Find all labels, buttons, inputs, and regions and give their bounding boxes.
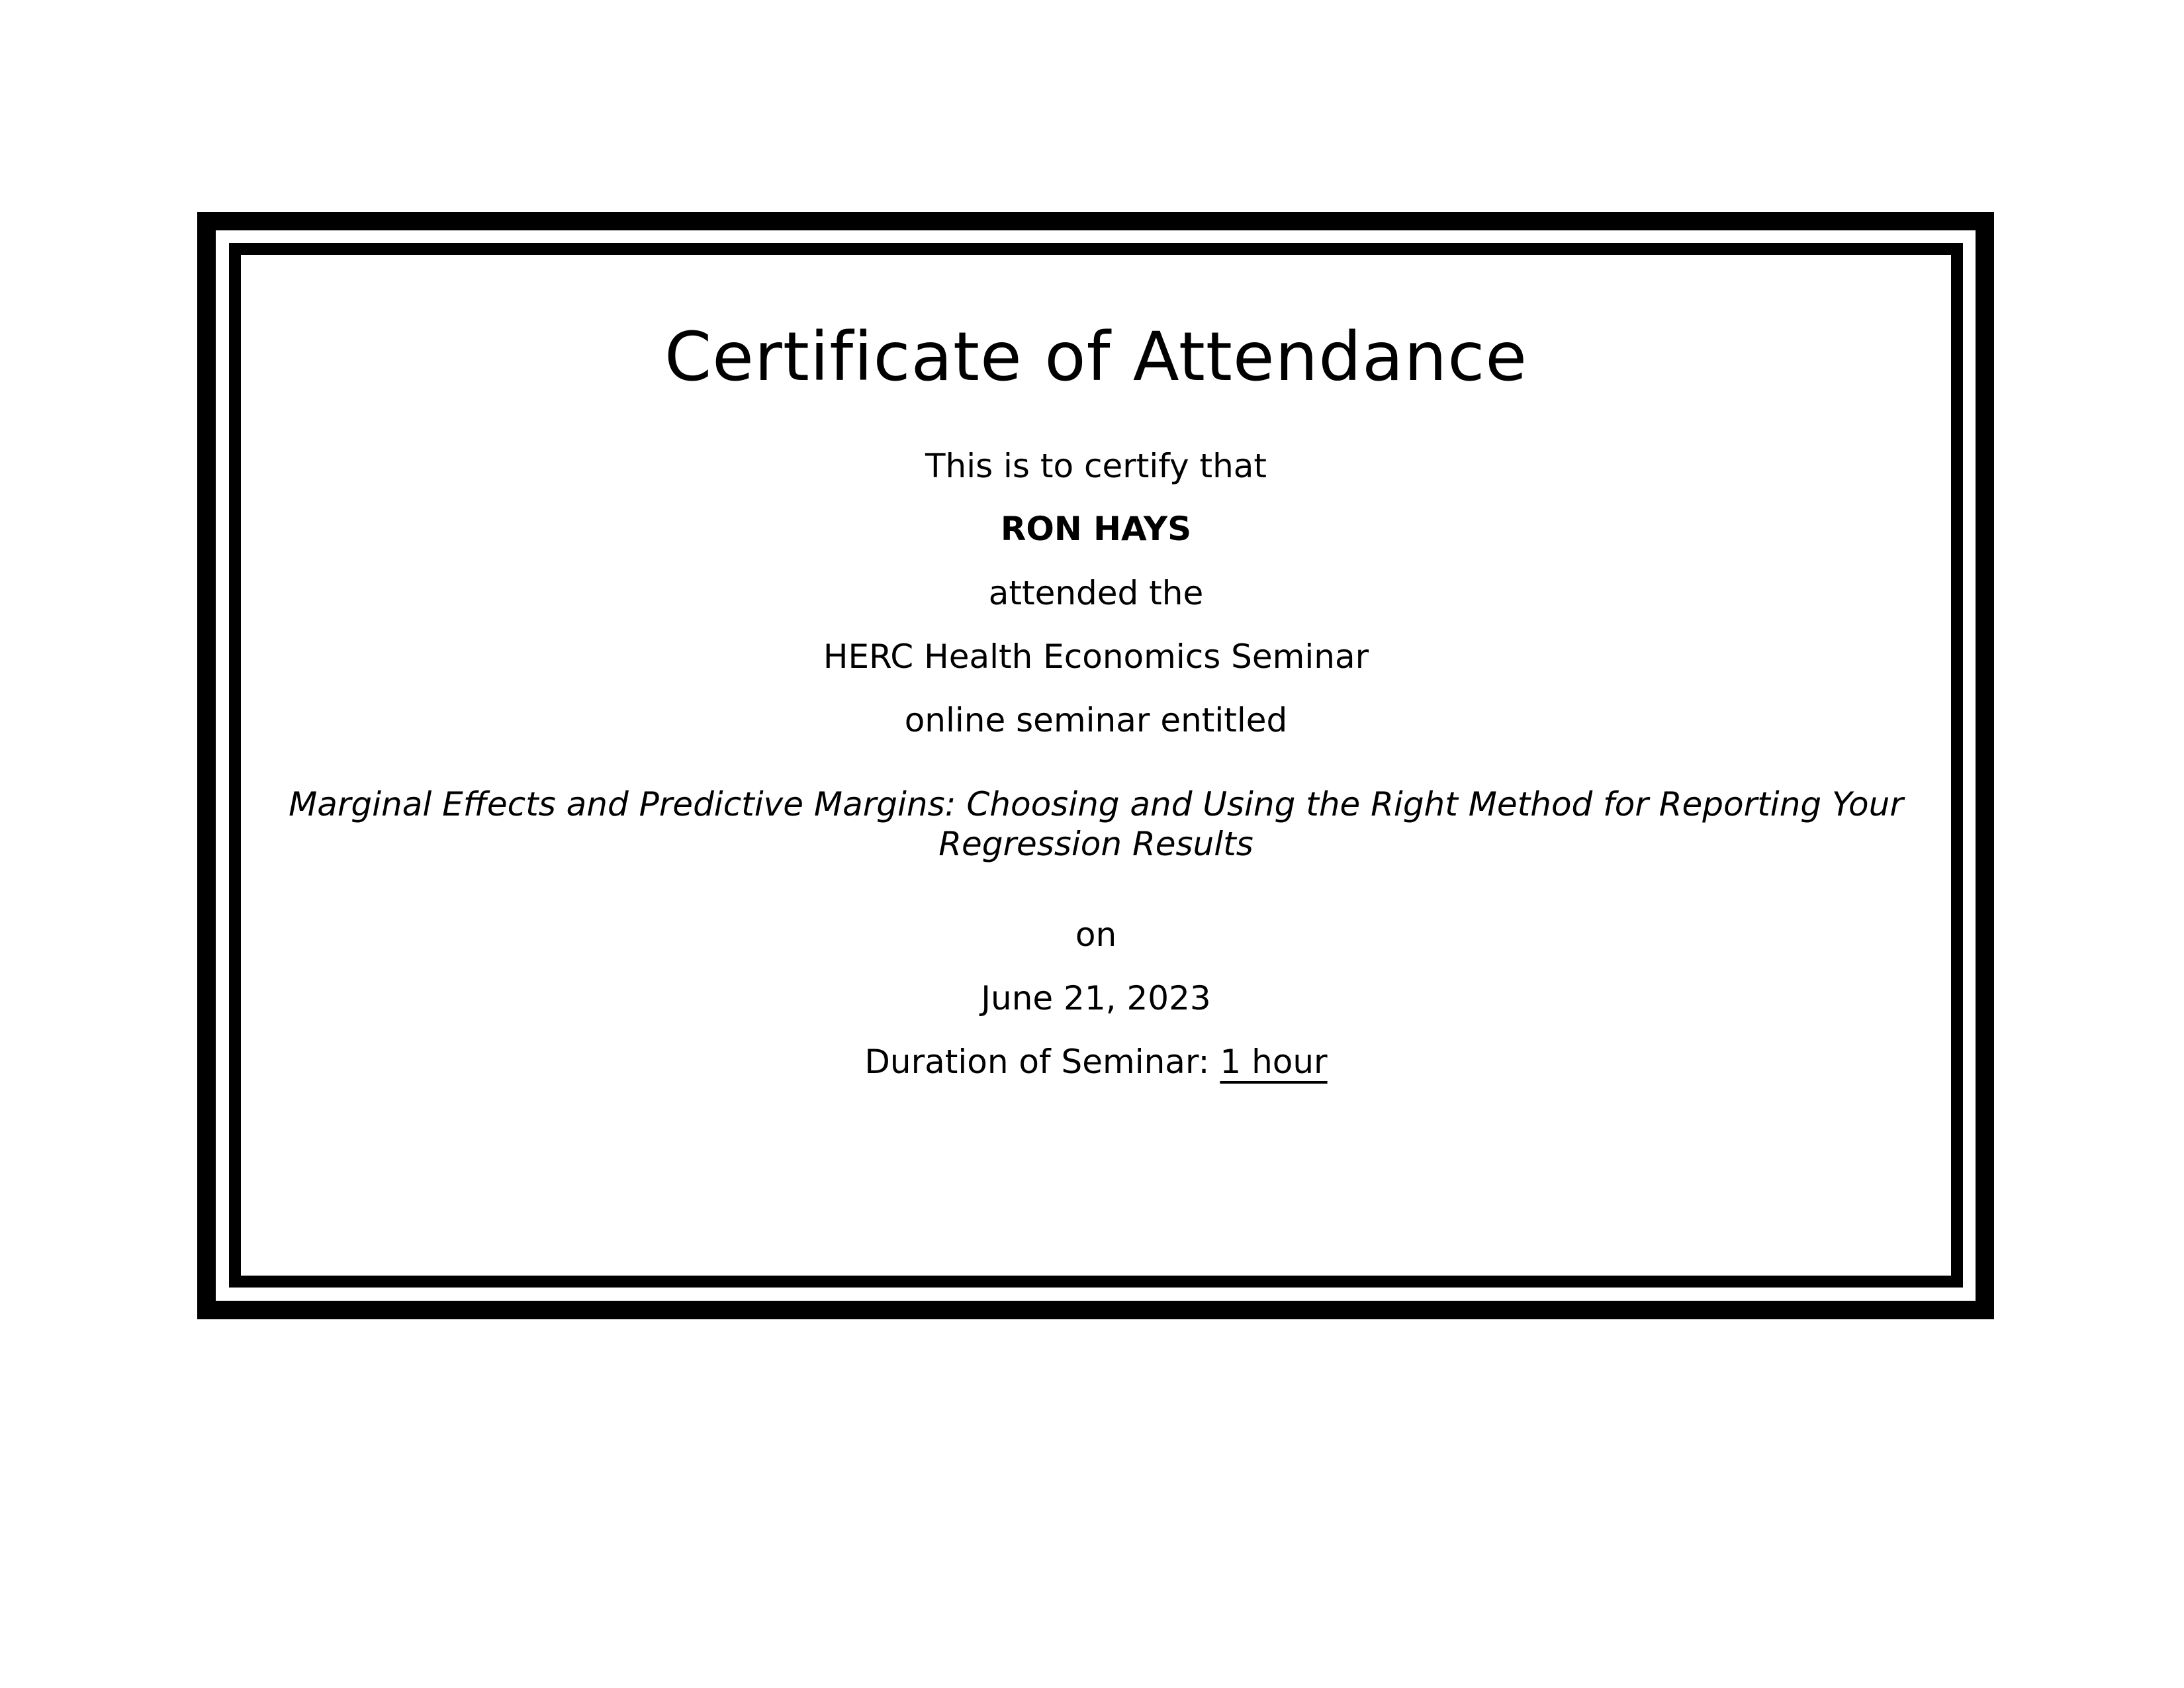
certificate-title: Certificate of Attendance bbox=[664, 318, 1528, 397]
duration-value: 1 hour bbox=[1220, 1043, 1328, 1081]
duration-label: Duration of Seminar: bbox=[864, 1043, 1210, 1081]
certify-text: This is to certify that bbox=[925, 447, 1267, 485]
seminar-series-name: HERC Health Economics Seminar bbox=[823, 637, 1369, 676]
attendee-name: RON HAYS bbox=[1000, 510, 1192, 548]
seminar-title: Marginal Effects and Predictive Margins: Choosing and Using the Right Method for Reporting Your Regression Results bbox=[289, 785, 1903, 863]
seminar-duration bbox=[241, 1043, 1951, 1081]
on-text: on bbox=[1075, 915, 1117, 954]
seminar-format-text: online seminar entitled bbox=[904, 701, 1288, 739]
certificate-inner-border bbox=[229, 243, 1963, 1288]
seminar-date: June 21, 2023 bbox=[981, 979, 1211, 1017]
attended-text: attended the bbox=[988, 574, 1204, 612]
